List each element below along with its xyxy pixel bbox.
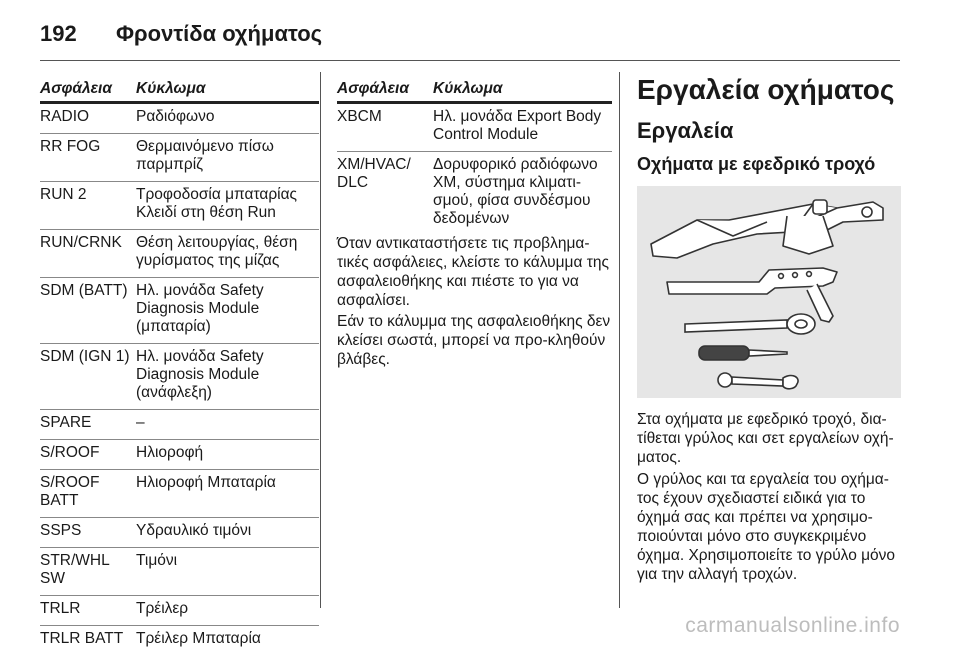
fuse-cover-warning: Εάν το κάλυμμα της ασφαλειοθήκης δεν κλείσει σωστά, μπορεί να προ-κληθούν βλάβες. [337,313,611,368]
fuse-code: SPARE [40,414,92,431]
table-row [40,104,319,134]
column-header-circuit: Κύκλωμα [136,80,206,97]
page-title: Φροντίδα οχήματος [116,21,323,46]
fuse-code: RUN/CRNK [40,234,122,251]
fuse-code: TRLR [40,600,81,617]
table-row [40,440,319,470]
table-row [40,626,319,655]
circuit-name: Ηλιοροφή [136,444,204,461]
table-row [40,278,319,344]
table-row [337,104,612,152]
circuit-name: Ηλ. μονάδα Safety Diagnosis Module (μπαταρία) [136,282,264,335]
fuse-code: RR FOG [40,138,101,155]
circuit-name: Ηλ. μονάδα Safety Diagnosis Module (ανάφλεξη) [136,348,264,401]
table-header [40,80,319,104]
circuit-name: Τρέιλερ [136,600,189,617]
spanner-icon [718,373,798,389]
scissor-jack-icon [651,200,883,258]
circuit-name: Θέση λειτουργίας, θέση γυρίσματος της μίζας [136,234,298,269]
page-header [40,14,322,54]
table-row [40,470,319,518]
vehicle-tools-illustration [637,186,901,398]
circuit-name: Δορυφορικό ραδιόφωνο XM, σύστημα κλιματι-σμού, φίσα συνδέσμου δεδομένων [433,156,598,227]
circuit-name: Ηλιοροφή Μπαταρία [136,474,276,491]
fuse-code: XBCM [337,108,382,125]
column-divider [320,72,321,608]
table-row [40,518,319,548]
table-row [337,152,612,235]
circuit-name: Υδραυλικό τιμόνι [136,522,252,539]
circuit-name: Τρέιλερ Μπαταρία [136,630,261,647]
table-row [40,182,319,230]
spare-wheel-tools-text: Στα οχήματα με εφεδρικό τροχό, δια-τίθεται γρύλος και σετ εργαλείων οχή-ματος. [637,411,894,466]
table-row [40,410,319,440]
table-row [40,134,319,182]
circuit-name: Ηλ. μονάδα Export Body Control Module [433,108,602,143]
fuse-table-right [337,80,612,235]
fuse-code: SDM (IGN 1) [40,348,130,365]
fuse-code: SDM (BATT) [40,282,128,299]
jack-and-tools-drawing [637,186,901,398]
sub-subsection-title: Οχήματα με εφεδρικό τροχό [637,154,876,174]
circuit-name: Θερμαινόμενο πίσω παρμπρίζ [136,138,274,173]
table-row [40,596,319,626]
fuse-code: XM/HVAC/ DLC [337,156,411,191]
column-header-circuit: Κύκλωμα [433,80,503,97]
fuse-code: RUN 2 [40,186,87,203]
jack-usage-text: Ο γρύλος και τα εργαλεία του οχήμα-τος έχουν σχεδιαστεί ειδικά για το όχημά σας και πρέπει να χρησιμο-ποιούνται μόνο στο συγκεκριμένο όχημα. Χρησιμοποιείτε το γρύλο μόνο για την αλλαγή τροχών. [637,471,896,583]
circuit-name: – [136,414,145,431]
section-title: Εργαλεία οχήματος [637,74,895,105]
column-header-fuse: Ασφάλεια [337,80,409,97]
table-header [337,80,612,104]
circuit-name: Τιμόνι [136,552,178,569]
fuse-code: SSPS [40,522,82,539]
circuit-name: Τροφοδοσία μπαταρίας Κλειδί στη θέση Run [136,186,298,221]
fuse-code: STR/WHL SW [40,552,110,587]
fuse-code: S/ROOF BATT [40,474,100,509]
subsection-title: Εργαλεία [637,118,734,143]
page-number: 192 [40,21,77,46]
tow-eye-icon [685,314,815,334]
screwdriver-icon [699,346,787,360]
column-divider [619,72,620,608]
column-header-fuse: Ασφάλεια [40,80,112,97]
wheel-wrench-icon [667,268,837,322]
table-row [40,230,319,278]
fuse-table-left [40,80,319,655]
site-watermark: carmanualsonline.info [685,614,900,637]
table-row [40,344,319,410]
fuse-cover-instruction: Όταν αντικαταστήσετε τις προβλημα-τικές ασφάλειες, κλείστε το κάλυμμα της ασφαλειοθήκης και πιέστε το για να ασφαλίσει. [337,235,609,309]
table-row [40,548,319,596]
fuse-code: RADIO [40,108,90,125]
fuse-code: S/ROOF [40,444,100,461]
circuit-name: Ραδιόφωνο [136,108,215,125]
fuse-code: TRLR BATT [40,630,124,647]
header-divider [40,60,900,61]
